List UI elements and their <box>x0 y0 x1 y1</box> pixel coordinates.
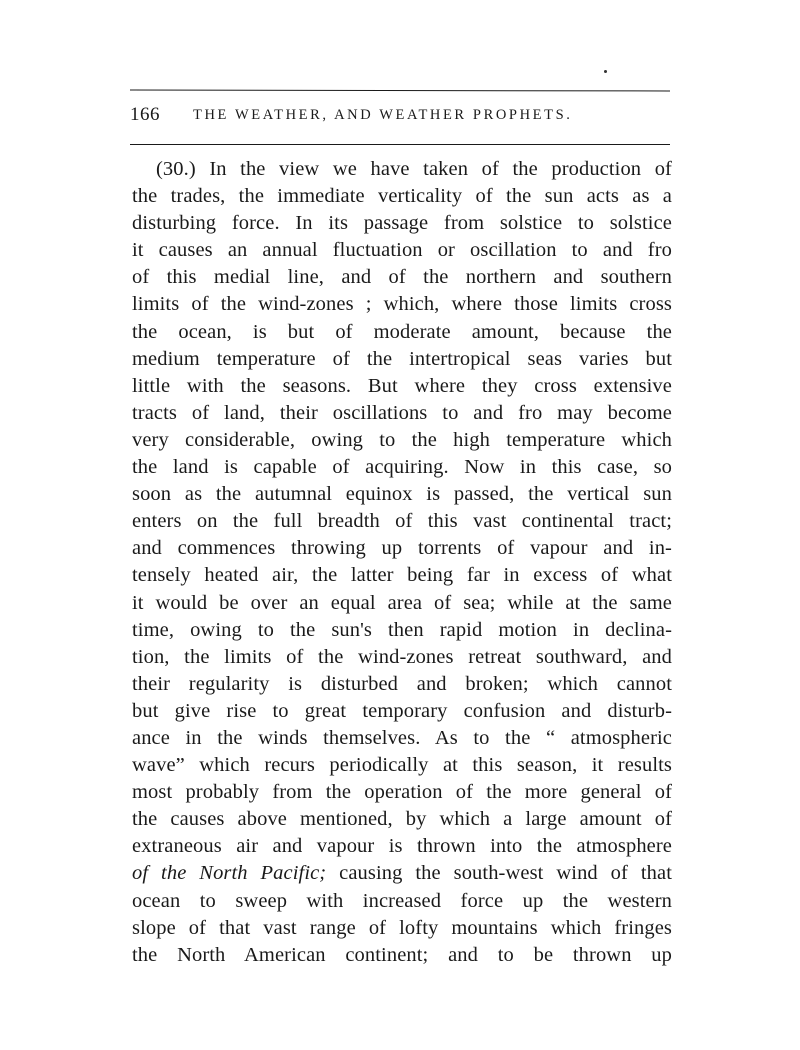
text-line: disturbing force. In its passage from solstice to solstice <box>132 212 672 235</box>
text-line: soon as the autumnal equinox is passed, the vertical sun <box>132 483 672 506</box>
italic-phrase: of the North Pacific; <box>132 862 327 885</box>
running-head <box>130 104 670 128</box>
page-number: 166 <box>130 104 160 125</box>
text-line: limits of the wind-zones ; which, where those limits cross <box>132 293 672 316</box>
text-line: it would be over an equal area of sea; while at the same <box>132 591 672 614</box>
text-line: their regularity is disturbed and broken; which cannot <box>132 672 672 695</box>
text-line: (30.) In the view we have taken of the production of <box>156 158 672 180</box>
text-line: the land is capable of acquiring. Now in this case, so <box>132 456 672 479</box>
text-line: it causes an annual fluctuation or oscillation to and fro <box>132 239 672 262</box>
text-line-mixed <box>132 860 672 887</box>
text-line: but give rise to great temporary confusion and disturb- <box>132 699 672 722</box>
text-line: the trades, the immediate verticality of the sun acts as a <box>132 185 672 208</box>
header-rule-bottom <box>130 144 670 145</box>
text-line: and commences throwing up torrents of vapour and in- <box>132 537 672 560</box>
text-line: very considerable, owing to the high temperature which <box>132 428 672 451</box>
text-line: slope of that vast range of lofty mountains which fringes <box>132 916 672 939</box>
text-line: tion, the limits of the wind-zones retreat southward, and <box>132 645 672 668</box>
text-line: ance in the winds themselves. As to the “ atmospheric <box>132 726 672 749</box>
text-line: little with the seasons. But where they cross extensive <box>132 374 672 397</box>
text-line: the North American continent; and to be thrown up <box>132 943 672 966</box>
text-line: enters on the full breadth of this vast continental tract; <box>132 510 672 533</box>
text-line: ocean to sweep with increased force up the western <box>132 889 672 912</box>
text-line: extraneous air and vapour is thrown into the atmosphere <box>132 835 672 858</box>
text-line: the causes above mentioned, by which a large amount of <box>132 808 672 831</box>
body-text <box>132 156 672 969</box>
text-line: wave” which recurs periodically at this season, it results <box>132 754 672 777</box>
text-line: medium temperature of the intertropical seas varies but <box>132 347 672 370</box>
text-line: tracts of land, their oscillations to and fro may become <box>132 401 672 424</box>
text-line: of this medial line, and of the northern and southern <box>132 266 672 289</box>
text-line: most probably from the operation of the more general of <box>132 781 672 804</box>
running-title: THE WEATHER, AND WEATHER PROPHETS. <box>193 107 573 123</box>
text-line: time, owing to the sun's then rapid motion in declina- <box>132 618 672 641</box>
ink-speck <box>604 70 607 73</box>
text-run: causing the south-west wind of that <box>326 862 672 885</box>
text-line: the ocean, is but of moderate amount, because the <box>132 320 672 343</box>
header-rule-top <box>130 90 670 92</box>
text-line: tensely heated air, the latter being far in excess of what <box>132 564 672 587</box>
